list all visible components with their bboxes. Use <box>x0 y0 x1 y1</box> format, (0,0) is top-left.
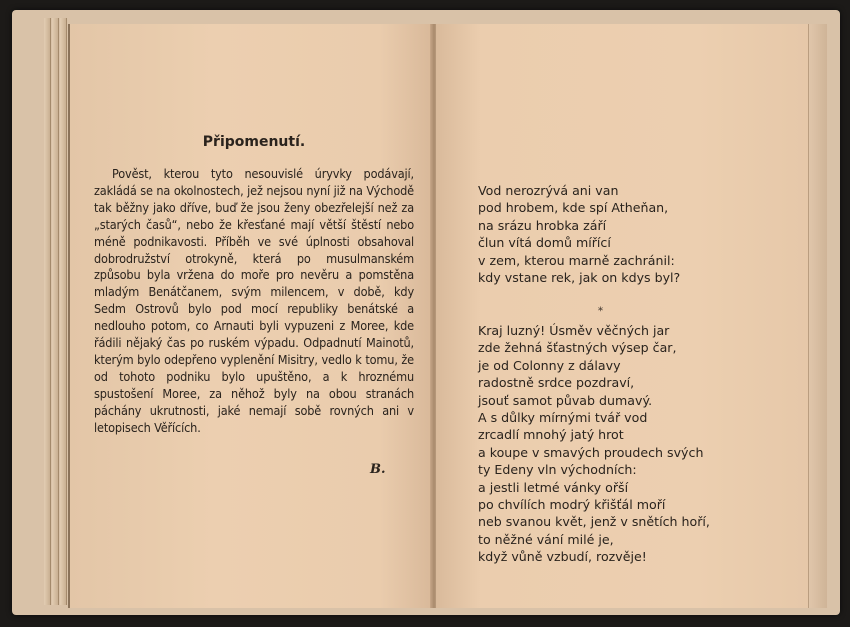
page-edge <box>52 18 59 605</box>
poem-line: v zem, kterou marně zachránil: <box>478 252 675 268</box>
poem-line: pod hrobem, kde spí Atheňan, <box>478 200 669 216</box>
left-page <box>68 24 434 608</box>
right-page <box>436 24 808 608</box>
poem-line: zde žehná šťastných výsep čar, <box>478 340 677 356</box>
poem-line: A s důlky mírnými tvář vod <box>478 410 648 426</box>
poem-stanza-one <box>478 182 798 286</box>
poem-line: zrcadlí mnohý jatý hrot <box>478 427 624 443</box>
preface-paragraph: Pověst, kterou tyto nesouvislé úryvky podávají, zakládá se na okolnostech, jež nejsou nyní již na Východě tak běžny jako dříve, buď že jsou ženy obezřelejší než za „starých časů“, nebo že křesťané mají větší štěstí nebo méně podnikavosti. Příběh ve své úplnosti obsahoval dobrodružství otrokyně, která po musulmanském způsobu byla vržena do moře pro nevěru a pomstěna mladým Benátčanem, svým milencem, v době, kdy Sedm Ostrovů bylo pod mocí republiky benátské a nedlouho potom, co Arnauti byli vypuzeni z Moree, kde řádili nějaký čas po ruském výpadu. Odpadnutí Mainotů, kterým bylo odepřeno vyplenění Misitry, vedlo k tomu, že od tohoto podniku bylo upuštěno, a k hroznému spustošení Moree, za něhož byly na obou stranách páchány ukrutnosti, jaké nemají sobě rovných ani v letopisech Věřících. <box>94 166 414 435</box>
poem-line: na srázu hrobka září <box>478 217 607 233</box>
poem-line: Vod nerozrývá ani van <box>478 183 619 198</box>
poem-line: radostně srdce pozdraví, <box>478 375 635 391</box>
poem-line: to něžné vání milé je, <box>478 531 614 547</box>
page-edge <box>44 18 51 605</box>
page-title: Připomenutí. <box>202 134 306 150</box>
poem-line: neb svanou květ, jenž v snětích hoří, <box>478 514 710 530</box>
left-page-text <box>94 134 414 437</box>
poem-line: když vůně vzbudí, rozvěje! <box>478 549 647 565</box>
poem-line: a jestli letmé vánky ořší <box>478 479 629 495</box>
page-edge-right <box>808 24 827 608</box>
poem-line: po chvílích modrý křišťál moří <box>478 497 666 513</box>
open-book <box>12 10 840 615</box>
poem-line: a koupe v smavých proudech svých <box>478 444 704 460</box>
poem-line: jsouť samot půvab dumavý. <box>478 392 653 408</box>
poem-line: ty Edeny vln východních: <box>478 462 637 478</box>
section-divider: * <box>598 306 603 317</box>
poem-line: je od Colonny z dálavy <box>478 357 621 373</box>
author-signature: B. <box>370 462 386 477</box>
poem-line: člun vítá domů mířící <box>478 235 611 251</box>
poem-stanza-two <box>478 322 798 566</box>
page-edge <box>60 18 67 605</box>
poem-line: kdy vstane rek, jak on kdys byl? <box>478 270 681 286</box>
poem-line: Kraj luzný! Úsměv věčných jar <box>478 323 670 338</box>
